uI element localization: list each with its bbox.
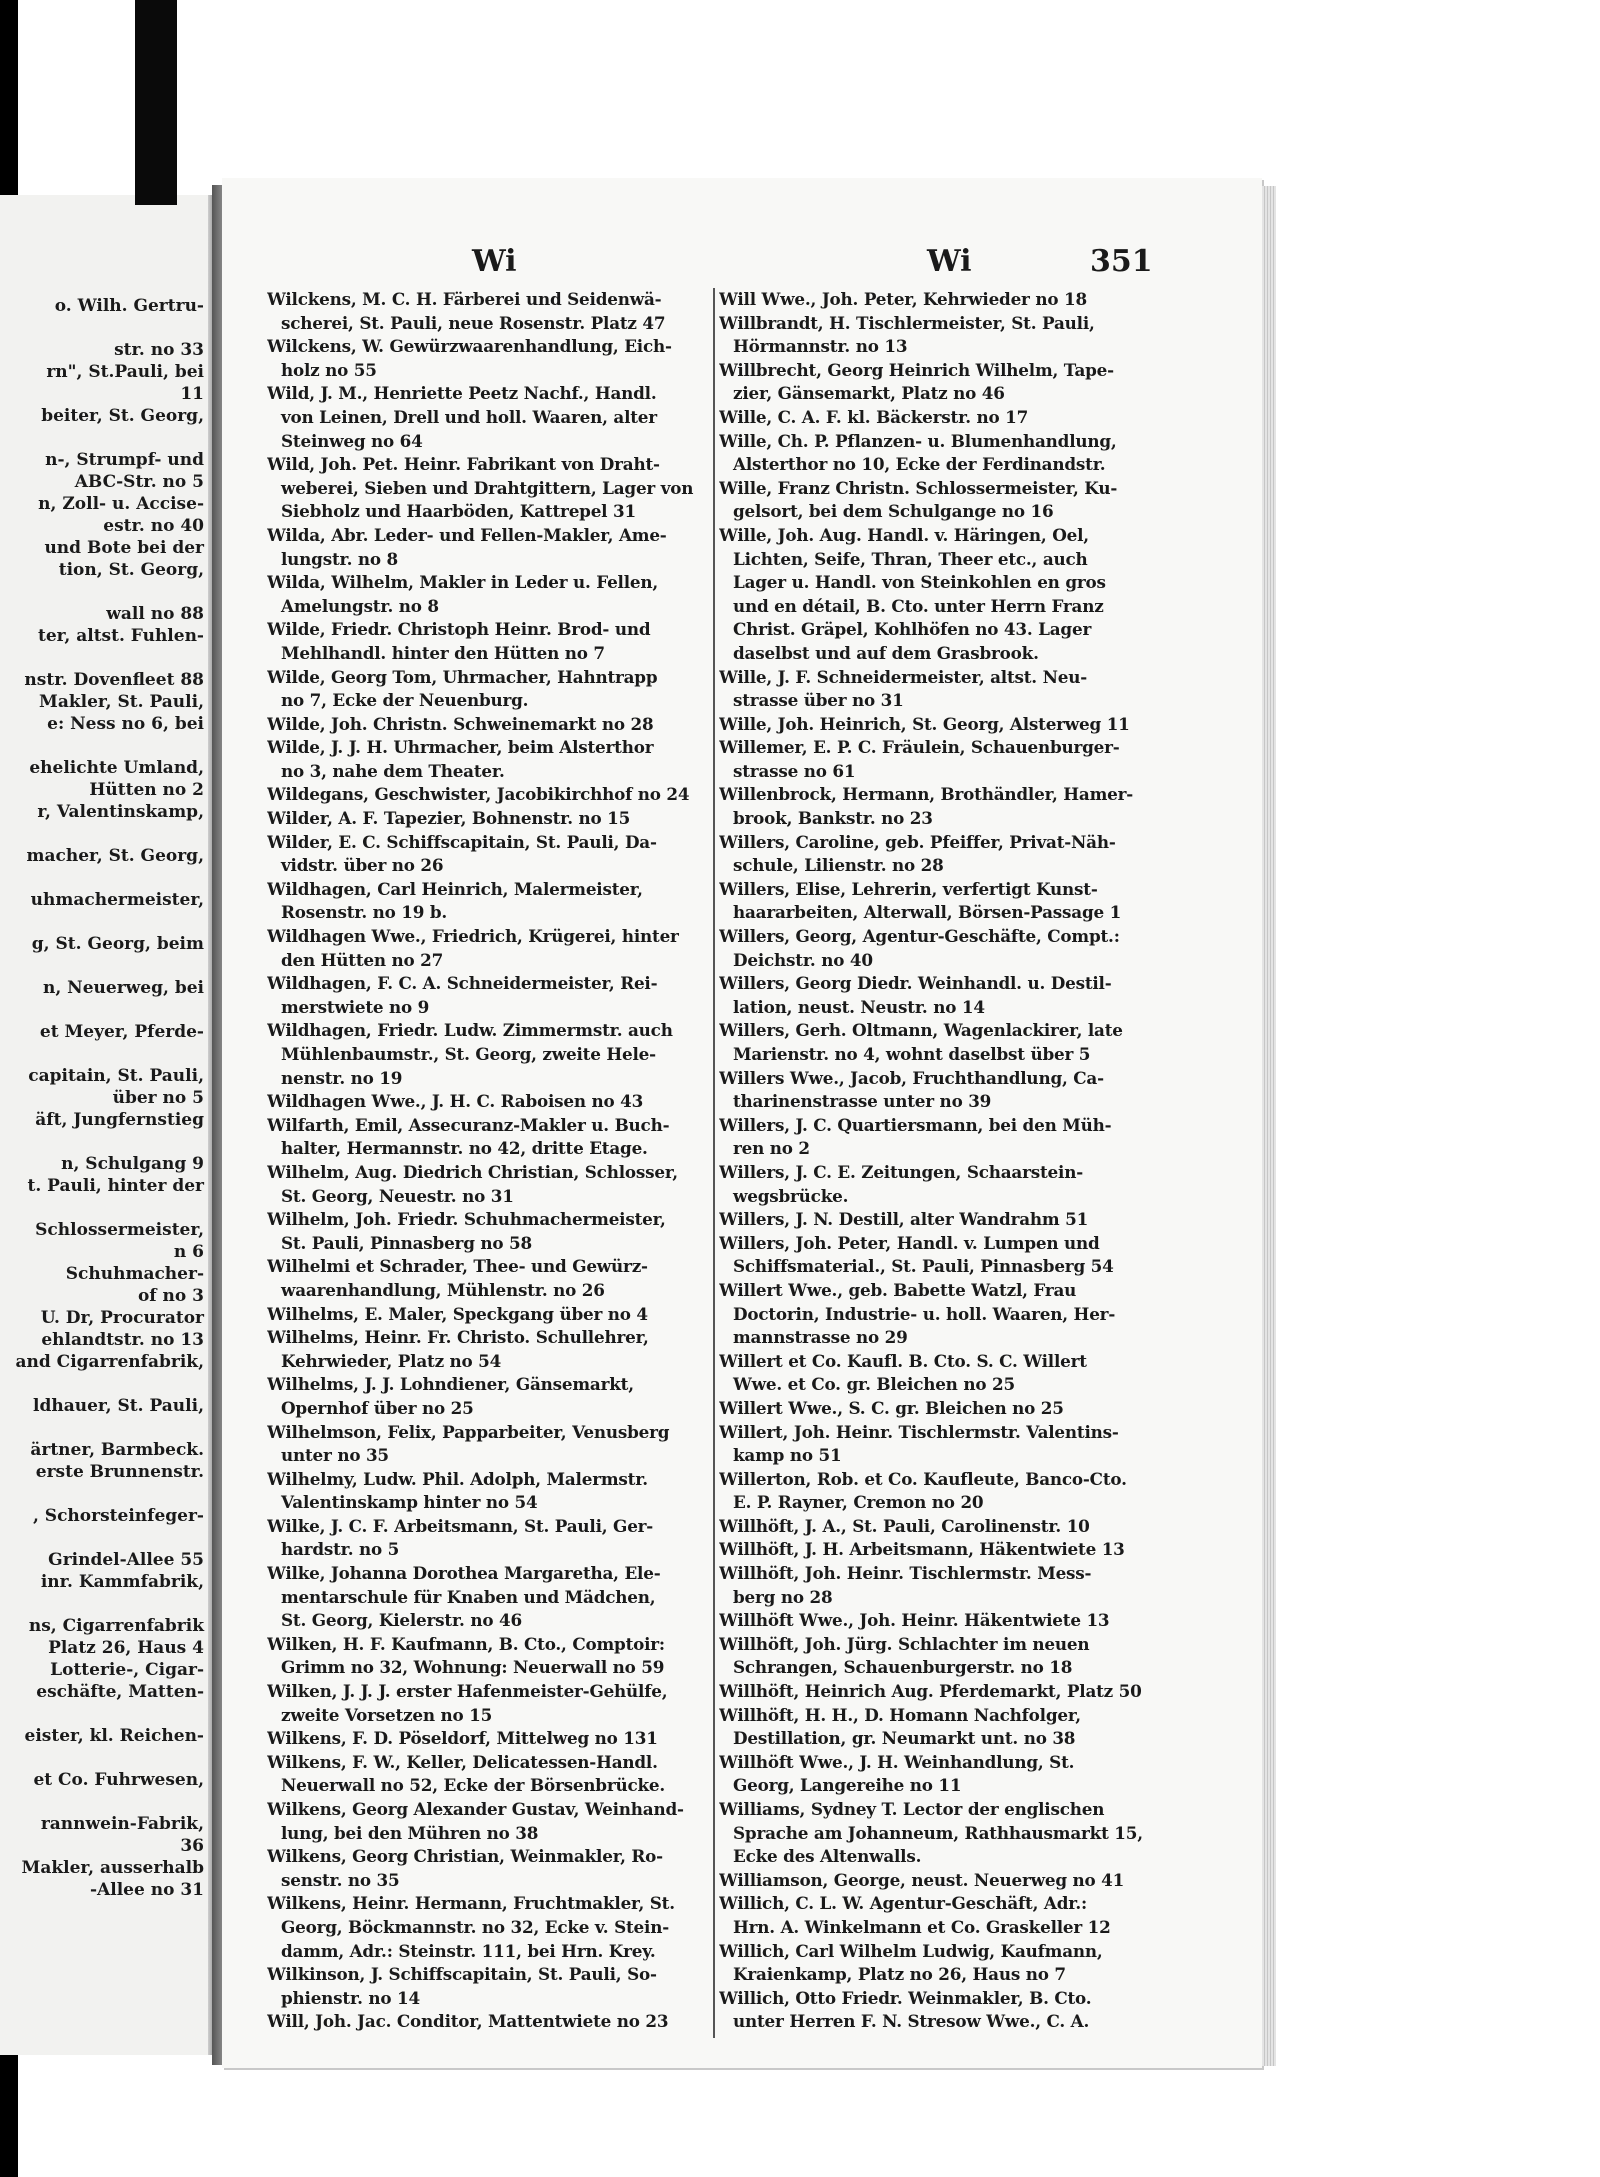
directory-entry-line: Wilhelmi et Schrader, Thee- und Gewürz- [267,1256,648,1277]
left-page-fragment-line: Hütten no 2 [89,780,204,800]
page-number: 351 [1090,244,1153,279]
right-page [222,178,1262,2068]
directory-entry-line: Schrangen, Schauenburgerstr. no 18 [733,1657,1073,1678]
directory-entry-line: von Leinen, Drell und holl. Waaren, alter [281,406,657,427]
directory-entry-line: gelsort, bei dem Schulgange no 16 [733,501,1054,522]
directory-entry-line: Wilhelm, Aug. Diedrich Christian, Schlosser, [267,1161,678,1182]
directory-entry-line: berg no 28 [733,1586,833,1607]
directory-entry-line: Sprache am Johanneum, Rathhausmarkt 15, [733,1822,1143,1843]
left-page-fragment-line [0,999,208,1021]
directory-entry-line: Willhöft Wwe., Joh. Heinr. Häkentwiete 13 [719,1610,1110,1631]
directory-entry-line: Amelungstr. no 8 [281,595,439,616]
directory-entry-line: Willers, J. C. E. Zeitungen, Schaarstein- [719,1161,1083,1182]
directory-entry-line: Georg, Langereihe no 11 [733,1775,962,1796]
directory-entry-line: weberei, Sieben und Drahtgittern, Lager von [281,477,694,498]
left-page-fragment-line: of no 3 [137,1286,204,1306]
directory-entry-line: Willers, Joh. Peter, Handl. v. Lumpen und [719,1232,1100,1253]
directory-entry-line: Lichten, Seife, Thran, Theer etc., auch [733,548,1088,569]
left-page-fragment-line: n, Zoll- u. Accise- [38,494,204,514]
directory-entry-line: den Hütten no 27 [281,949,444,970]
left-page-fragment-line: et Co. Fuhrwesen, [33,1770,204,1790]
directory-entry-line: Willemer, E. P. C. Fräulein, Schauenburger- [719,737,1120,758]
directory-entry-line: Wille, Ch. P. Pflanzen- u. Blumenhandlung, [719,430,1117,451]
directory-entry-line: waarenhandlung, Mühlenstr. no 26 [281,1279,605,1300]
left-page-fragment-line [0,1483,208,1505]
directory-entry-line: Williams, Sydney T. Lector der englischen [719,1799,1105,1819]
directory-entry-line: Georg, Böckmannstr. no 32, Ecke v. Stein- [281,1916,669,1937]
running-head-left: Wi [472,244,517,279]
directory-entry-line: Will, Joh. Jac. Conditor, Mattentwiete no 23 [267,2011,669,2032]
directory-entry-line: Doctorin, Industrie- u. holl. Waaren, Her- [733,1303,1116,1324]
left-page-fragment-line [0,1527,208,1549]
directory-entry-line: Rosenstr. no 19 b. [281,902,448,923]
directory-entry-line: und en détail, B. Cto. unter Herrn Franz [733,595,1104,616]
directory-entry-line: St. Georg, Neuestr. no 31 [281,1185,514,1206]
directory-entry-line: Wilde, Friedr. Christoph Heinr. Brod- und [267,619,651,640]
directory-entry-line: St. Pauli, Pinnasberg no 58 [281,1232,532,1253]
left-page-fragment-line: eschäfte, Matten- [36,1682,204,1702]
directory-entry-line: Opernhof über no 25 [281,1397,474,1418]
directory-entry-line: scherei, St. Pauli, neue Rosenstr. Platz 47 [281,312,666,333]
directory-entry-line: Wilder, E. C. Schiffscapitain, St. Pauli, Da- [267,831,657,852]
directory-entry-line: Williamson, George, neust. Neuerweg no 41 [719,1869,1125,1890]
left-page-fragment-line: 11 [180,384,204,404]
page-stack-edge [1262,186,1276,2066]
directory-entry-line: Willert, Joh. Heinr. Tischlermstr. Valentins- [719,1421,1119,1442]
directory-entry-line: Ecke des Altenwalls. [733,1846,922,1867]
directory-entry-line: Wille, C. A. F. kl. Bäckerstr. no 17 [719,406,1029,427]
directory-entry-line: Wilkens, Georg Christian, Weinmakler, Ro- [267,1846,663,1867]
directory-entry-line: Lager u. Handl. von Steinkohlen en gros [733,572,1106,593]
directory-entry-line: Willbrecht, Georg Heinrich Wilhelm, Tape- [719,359,1114,380]
directory-entry-line: Wilde, Joh. Christn. Schweinemarkt no 28 [267,713,654,734]
directory-entry-line: Willers Wwe., Jacob, Fruchthandlung, Ca- [719,1067,1104,1088]
left-page-fragment-line: macher, St. Georg, [26,846,204,866]
left-page-fragment-line: o. Wilh. Gertru- [54,296,204,316]
directory-entry-line: unter no 35 [281,1445,389,1466]
left-page-fragment-line: n-, Strumpf- und [45,450,204,470]
left-page-fragment-line: et Meyer, Pferde- [39,1022,204,1042]
directory-entry-line: Willers, J. N. Destill, alter Wandrahm 51 [719,1209,1089,1230]
left-page-fragment-line [0,1373,208,1395]
left-page-fragment-line [0,427,208,449]
left-page-fragment-line [0,911,208,933]
directory-entry-line: brook, Bankstr. no 23 [733,808,933,829]
left-page-fragment-line: n 6 [173,1242,204,1262]
left-page-fragment-line: wall no 88 [106,604,204,624]
directory-entry-line: Wilkens, F. D. Pöseldorf, Mittelweg no 131 [267,1728,658,1749]
directory-entry-line: no 7, Ecke der Neuenburg. [281,690,529,711]
directory-entry-line: Alsterthor no 10, Ecke der Ferdinandstr. [733,454,1106,475]
directory-entry-line: tharinenstrasse unter no 39 [733,1091,992,1112]
directory-entry-line: Valentinskamp hinter no 54 [281,1492,538,1513]
left-page-fragment-line: rn", St.Pauli, bei [46,362,204,382]
directory-entry-line: Willert Wwe., S. C. gr. Bleichen no 25 [719,1397,1064,1418]
directory-entry-line: Destillation, gr. Neumarkt unt. no 38 [733,1728,1076,1749]
running-head-right: Wi [927,244,972,279]
directory-entry-line: Wilde, J. J. H. Uhrmacher, beim Alsterthor [267,737,654,758]
directory-entry-line: Wilda, Abr. Leder- und Fellen-Makler, Ame- [267,524,667,545]
directory-entry-line: zier, Gänsemarkt, Platz no 46 [733,383,1005,404]
directory-entry-line: Wilhelmson, Felix, Papparbeiter, Venusberg [267,1421,670,1442]
directory-entry-line: lungstr. no 8 [281,548,399,569]
left-page-fragment-line: Lotterie-, Cigar- [50,1660,204,1680]
directory-entry-line: Wilkinson, J. Schiffscapitain, St. Pauli, So- [267,1964,657,1985]
directory-entry-line: Wildhagen Wwe., Friedrich, Krügerei, hinter [267,926,679,947]
directory-entry-line: Wild, Joh. Pet. Heinr. Fabrikant von Draht- [267,454,660,475]
left-page-fragment-line: 36 [180,1836,204,1856]
directory-entry-line: strasse no 61 [733,760,856,781]
left-page-fragment-line: Makler, ausserhalb [21,1858,204,1878]
directory-entry-line: Wwe. et Co. gr. Bleichen no 25 [733,1374,1015,1395]
directory-entry-line: zweite Vorsetzen no 15 [281,1704,493,1725]
directory-entry-line: Wilfarth, Emil, Assecuranz-Makler u. Buch- [267,1114,670,1135]
left-page-fragment-line: und Bote bei der [44,538,204,558]
left-page-fragment-line [0,647,208,669]
directory-entry-line: Willhöft, J. A., St. Pauli, Carolinenstr. 10 [719,1515,1090,1536]
directory-entry-line: Wille, J. F. Schneidermeister, altst. Neu- [719,666,1087,687]
directory-entry-line: damm, Adr.: Steinstr. 111, bei Hrn. Krey. [281,1940,656,1961]
directory-entry-line: phienstr. no 14 [281,1987,420,2008]
directory-entry-line: unter Herren F. N. Stresow Wwe., C. A. [733,2011,1090,2032]
directory-entry-line: Willich, C. L. W. Agentur-Geschäft, Adr.: [719,1893,1087,1914]
left-page-fragment-line: r, Valentinskamp, [37,802,204,822]
directory-entry-line: Christ. Gräpel, Kohlhöfen no 43. Lager [733,619,1092,640]
directory-entry-line: Wilde, Georg Tom, Uhrmacher, Hahntrapp [267,666,658,687]
directory-entry-line: Marienstr. no 4, wohnt daselbst über 5 [733,1044,1091,1064]
directory-entry-line: Willhöft, H. H., D. Homann Nachfolger, [719,1704,1081,1725]
left-page-fragment-line: ärtner, Barmbeck. [30,1440,204,1460]
left-page-fragment-line [0,1043,208,1065]
directory-entry-line: Willhöft, Joh. Heinr. Tischlermstr. Mess- [719,1563,1092,1584]
left-page-fragment-line: nstr. Dovenfleet 88 [24,670,204,690]
left-page-fragment-line: rannwein-Fabrik, [40,1814,204,1834]
directory-entry-line: Willers, Gerh. Oltmann, Wagenlackirer, late [719,1020,1123,1041]
left-page-fragment-line: über no 5 [112,1088,204,1108]
left-page-fragment-line [0,735,208,757]
left-page-fragment-line: t. Pauli, hinter der [27,1176,204,1196]
directory-entry-line: Wildhagen, Friedr. Ludw. Zimmermstr. auch [267,1020,673,1041]
left-page-fragment-line: inr. Kammfabrik, [40,1572,204,1592]
left-page-fragment-line: ns, Cigarrenfabrik [28,1616,204,1636]
left-page-fragment-line: eister, kl. Reichen- [24,1726,204,1746]
directory-entry-line: Willhöft Wwe., J. H. Weinhandlung, St. [719,1751,1075,1772]
directory-entry-line: Willert et Co. Kaufl. B. Cto. S. C. Willert [719,1350,1087,1371]
directory-entry-line: Wille, Franz Christn. Schlossermeister, Ku- [719,477,1118,498]
left-page-fragment-line [0,823,208,845]
directory-entry-line: Wilder, A. F. Tapezier, Bohnenstr. no 15 [267,808,631,829]
directory-entry-line: Wildhagen, F. C. A. Schneidermeister, Rei- [267,973,658,994]
left-page-fragment-line [0,1197,208,1219]
directory-entry-line: Willhöft, Joh. Jürg. Schlachter im neuen [719,1633,1090,1654]
left-page-fragment-line [0,1747,208,1769]
left-page-fragment-line: ehlandtstr. no 13 [41,1330,204,1350]
directory-entry-line: Grimm no 32, Wohnung: Neuerwall no 59 [281,1657,665,1678]
left-page-text [0,295,208,1901]
left-page-fragment-line: ABC-Str. no 5 [74,472,204,492]
directory-entry-line: Mehlhandl. hinter den Hütten no 7 [281,642,605,663]
left-page-fragment-line [0,1417,208,1439]
directory-entry-line: nenstr. no 19 [281,1067,403,1088]
directory-entry-line: Wilda, Wilhelm, Makler in Leder u. Fellen, [267,572,659,593]
directory-entry-line: holz no 55 [281,359,377,380]
directory-entry-line: Wilkens, F. W., Keller, Delicatessen-Handl. [267,1751,658,1772]
directory-entry-line: Mühlenbaumstr., St. Georg, zweite Hele- [281,1044,656,1064]
directory-entry-line: Steinweg no 64 [281,430,423,451]
directory-entry-line: Wilken, J. J. J. erster Hafenmeister-Gehülfe, [267,1681,668,1702]
directory-entry-line: mentarschule für Knaben und Mädchen, [281,1586,656,1607]
directory-entry-line: Wilhelm, Joh. Friedr. Schuhmachermeister, [267,1209,666,1230]
left-page-fragment-line [0,1703,208,1725]
page-header [222,244,1262,278]
bookmark-ribbon [135,0,177,205]
directory-entry-line: Wilckens, M. C. H. Färberei und Seidenwä- [267,289,662,309]
directory-entry-line: Willhöft, Heinrich Aug. Pferdemarkt, Platz 50 [719,1681,1142,1702]
directory-entry-line: Wilhelms, E. Maler, Speckgang über no 4 [267,1303,648,1324]
directory-column-right [719,288,1167,2034]
directory-entry-line: Wille, Joh. Heinrich, St. Georg, Alsterweg 11 [719,713,1130,734]
directory-entry-line: schule, Lilienstr. no 28 [733,855,944,876]
directory-entry-line: Willerton, Rob. et Co. Kaufleute, Banco-Cto. [719,1468,1127,1489]
left-page-fragment [0,195,218,2055]
left-page-fragment-line [0,317,208,339]
directory-entry-line: Wild, J. M., Henriette Peetz Nachf., Handl. [267,383,657,404]
directory-column-left [267,288,715,2034]
left-page-fragment-line: tion, St. Georg, [58,560,204,580]
directory-entry-line: Deichstr. no 40 [733,949,873,970]
left-page-fragment-line: g, St. Georg, beim [31,934,204,954]
directory-entry-line: Willert Wwe., geb. Babette Watzl, Frau [719,1279,1077,1300]
directory-entry-line: Wilken, H. F. Kaufmann, B. Cto., Comptoir: [267,1633,665,1654]
left-page-fragment-line: U. Dr, Procurator [40,1308,204,1328]
left-page-fragment-line: ldhauer, St. Pauli, [33,1396,204,1416]
directory-entry-line: Wildhagen Wwe., J. H. C. Raboisen no 43 [267,1091,644,1112]
directory-entry-line: Wilke, Johanna Dorothea Margaretha, Ele- [267,1563,661,1584]
directory-entry-line: Hrn. A. Winkelmann et Co. Graskeller 12 [733,1916,1111,1937]
directory-entry-line: wegsbrücke. [733,1185,849,1206]
directory-entry-line: haararbeiten, Alterwall, Börsen-Passage 1 [733,902,1122,923]
directory-entry-line: Wildegans, Geschwister, Jacobikirchhof no 24 [267,784,690,805]
directory-entry-line: kamp no 51 [733,1445,842,1466]
directory-entry-line: Neuerwall no 52, Ecke der Börsenbrücke. [281,1775,666,1796]
left-page-fragment-line [0,1131,208,1153]
directory-entry-line: Willich, Carl Wilhelm Ludwig, Kaufmann, [719,1940,1103,1961]
directory-entry-line: Wildhagen, Carl Heinrich, Malermeister, [267,878,643,899]
directory-entry-line: Wilkens, Georg Alexander Gustav, Weinhand- [267,1799,684,1819]
directory-entry-line: Wilhelms, J. J. Lohndiener, Gänsemarkt, [267,1374,634,1395]
left-page-fragment-line [0,955,208,977]
left-page-fragment-line: -Allee no 31 [90,1880,204,1900]
left-page-fragment-line [0,867,208,889]
directory-entry-line: Willers, Georg Diedr. Weinhandl. u. Destil- [719,973,1112,994]
directory-entry-line: E. P. Rayner, Cremon no 20 [733,1492,984,1513]
left-page-fragment-line: n, Neuerweg, bei [42,978,204,998]
directory-entry-line: lation, neust. Neustr. no 14 [733,996,985,1017]
left-page-fragment-line [0,1593,208,1615]
left-page-fragment-line: ehelichte Umland, [29,758,204,778]
directory-entry-line: Willbrandt, H. Tischlermeister, St. Pauli, [719,312,1095,333]
directory-entry-line: Hörmannstr. no 13 [733,336,908,357]
directory-entry-line: Willers, J. C. Quartiersmann, bei den Müh- [719,1114,1112,1135]
left-page-fragment-line: äft, Jungfernstieg [35,1110,204,1130]
directory-entry-line: Willers, Caroline, geb. Pfeiffer, Privat-Näh- [719,831,1116,852]
directory-entry-line: vidstr. über no 26 [281,855,444,876]
directory-entry-line: hardstr. no 5 [281,1539,400,1560]
left-page-fragment-line: estr. no 40 [103,516,204,536]
directory-entry-line: strasse über no 31 [733,690,904,711]
directory-entry-line: Wilhelmy, Ludw. Phil. Adolph, Malermstr. [267,1468,648,1489]
directory-entry-line: Willich, Otto Friedr. Weinmakler, B. Cto. [719,1987,1092,2008]
left-page-fragment-line: n, Schulgang 9 [61,1154,204,1174]
left-page-fragment-line: Grindel-Allee 55 [48,1550,204,1570]
left-page-fragment-line [0,1791,208,1813]
directory-entry-line: Wilhelms, Heinr. Fr. Christo. Schullehrer, [267,1327,649,1348]
left-page-fragment-line: Makler, St. Pauli, [39,692,204,712]
directory-entry-line: mannstrasse no 29 [733,1327,908,1348]
directory-entry-line: Schiffsmaterial., St. Pauli, Pinnasberg 54 [733,1256,1114,1277]
directory-entry-line: Siebholz und Haarböden, Kattrepel 31 [281,501,636,522]
directory-entry-line: halter, Hermannstr. no 42, dritte Etage. [281,1138,648,1159]
left-page-fragment-line: , Schorsteinfeger- [32,1506,204,1526]
directory-entry-line: Will Wwe., Joh. Peter, Kehrwieder no 18 [719,289,1087,309]
left-page-fragment-line: beiter, St. Georg, [41,406,204,426]
column-divider [713,288,715,2038]
left-page-fragment-line: erste Brunnenstr. [35,1462,204,1482]
directory-entry-line: ren no 2 [733,1138,810,1159]
left-page-fragment-line: Schuhmacher- [65,1264,204,1284]
left-page-fragment-line: uhmachermeister, [30,890,204,910]
directory-entry-line: Willers, Elise, Lehrerin, verfertigt Kunst- [719,878,1098,899]
directory-entry-line: Willenbrock, Hermann, Brothändler, Hamer- [719,784,1134,805]
directory-entry-line: Wilckens, W. Gewürzwaarenhandlung, Eich- [267,336,672,357]
directory-entry-line: no 3, nahe dem Theater. [281,760,505,781]
directory-entry-line: Wilke, J. C. F. Arbeitsmann, St. Pauli, Ger- [267,1515,654,1536]
left-page-fragment-line: ter, altst. Fuhlen- [38,626,204,646]
directory-entry-line: Willers, Georg, Agentur-Geschäfte, Compt.: [719,926,1120,947]
directory-entry-line: Wille, Joh. Aug. Handl. v. Häringen, Oel, [719,524,1089,545]
directory-entry-line: St. Georg, Kielerstr. no 46 [281,1610,522,1631]
left-page-fragment-line: Schlossermeister, [35,1220,204,1240]
left-page-fragment-line: str. no 33 [114,340,204,360]
directory-entry-line: merstwiete no 9 [281,996,430,1017]
directory-entry-line: Kehrwieder, Platz no 54 [281,1350,502,1371]
left-page-fragment-line: capitain, St. Pauli, [28,1066,204,1086]
left-page-fragment-line: e: Ness no 6, bei [47,714,204,734]
left-page-fragment-line: Platz 26, Haus 4 [48,1638,204,1658]
directory-entry-line: Kraienkamp, Platz no 26, Haus no 7 [733,1964,1066,1985]
left-page-fragment-line [0,581,208,603]
directory-entry-line: Willhöft, J. H. Arbeitsmann, Häkentwiete 13 [719,1539,1125,1560]
directory-entry-line: lung, bei den Mühren no 38 [281,1822,539,1843]
directory-entry-line: Wilkens, Heinr. Hermann, Fruchtmakler, St. [267,1893,675,1914]
directory-entry-line: daselbst und auf dem Grasbrook. [733,642,1039,663]
directory-entry-line: senstr. no 35 [281,1869,400,1890]
left-page-fragment-line: and Cigarrenfabrik, [15,1352,204,1372]
